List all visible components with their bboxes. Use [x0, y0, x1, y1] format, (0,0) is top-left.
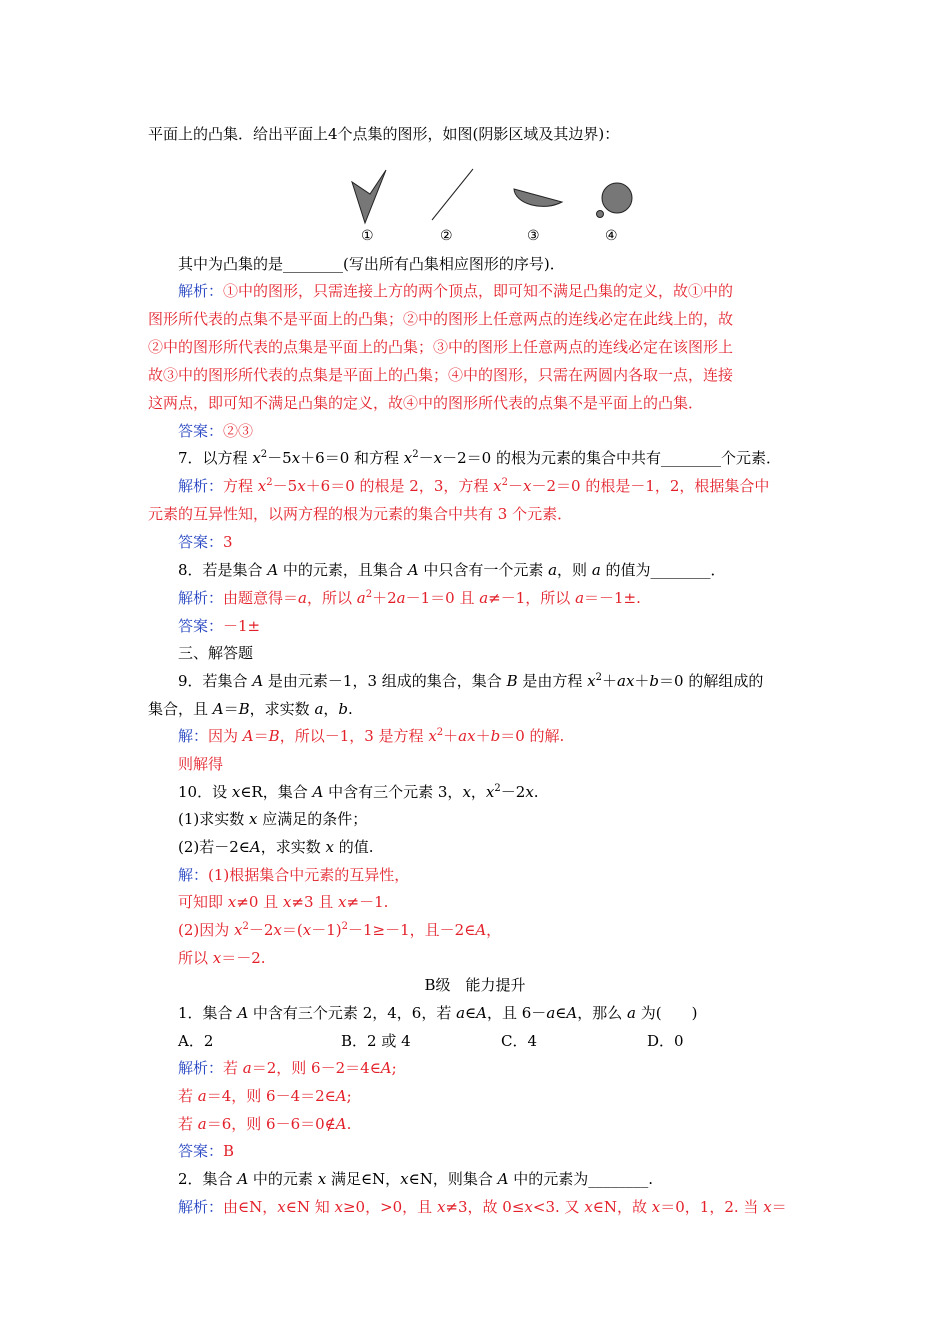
q6-solution-line-5: 这两点，即可知不满足凸集的定义，故④中的图形所代表的点集不是平面上的凸集．: [148, 394, 704, 412]
text-fragment: ∈: [465, 1004, 477, 1022]
text-run: [223, 589, 641, 607]
text-fragment: x: [651, 1198, 661, 1216]
b2-question: [178, 1169, 653, 1189]
text-fragment: x: [252, 449, 261, 467]
text-fragment: ，: [323, 700, 339, 718]
text-fragment: 2: [494, 783, 501, 794]
b1-option-c: C．4: [501, 1032, 538, 1050]
text-fragment: ＝: [771, 1198, 787, 1216]
q9-question-line-2: [148, 699, 353, 719]
text-fragment: A: [212, 700, 224, 718]
text-fragment: ，则: [557, 561, 592, 579]
q6-solution-line-2: 图形所代表的点集不是平面上的凸集；②中的图形上任意两点的连线必定在此线上的，故: [148, 310, 734, 328]
text-fragment: x: [273, 921, 282, 939]
text-fragment: ＋: [475, 727, 491, 745]
text-fragment: 2: [412, 449, 419, 460]
text-fragment: a: [298, 589, 307, 607]
text-fragment: 的值为________．: [600, 561, 726, 579]
text-fragment: 2．集合: [178, 1170, 238, 1188]
text-fragment: a: [396, 589, 406, 607]
text-fragment: 为( ): [635, 1004, 698, 1022]
text-fragment: A: [249, 838, 261, 856]
text-fragment: x: [400, 1170, 409, 1188]
text-fragment: .: [346, 1115, 352, 1133]
text-fragment: 是由方程: [517, 672, 588, 690]
q6-solution-text-1: ①中的图形，只需连接上方的两个顶点，即可知不满足凸集的定义，故①中的: [223, 282, 734, 300]
text-fragment: x: [525, 783, 534, 801]
text-fragment: a: [197, 1115, 207, 1133]
text-fragment: ，求实数: [249, 700, 315, 718]
q10-solution-line-4: [178, 948, 266, 968]
text-fragment: －1＝0 且: [405, 589, 480, 607]
text-fragment: a: [546, 1004, 556, 1022]
text-fragment: ≥0，>0，且: [342, 1198, 437, 1216]
figure-4-big-circle: [602, 183, 632, 213]
text-fragment: 方程: [223, 477, 258, 495]
text-fragment: b: [649, 672, 660, 690]
text-fragment: 中的元素: [248, 1170, 318, 1188]
text-fragment: 1．集合: [178, 1004, 238, 1022]
text-fragment: x: [433, 449, 443, 467]
q10-solution-label: 解：: [178, 866, 209, 884]
text-fragment: <3. 又: [532, 1198, 585, 1216]
text-fragment: ，且 6－: [487, 1004, 547, 1022]
text-fragment: 满足∈N，: [326, 1170, 401, 1188]
text-fragment: x: [227, 893, 237, 911]
text-fragment: －: [507, 477, 523, 495]
b1-option-b: B．2 或 4: [341, 1032, 411, 1050]
text-fragment: .: [533, 783, 539, 801]
text-fragment: a: [242, 1059, 252, 1077]
text-fragment: 2: [266, 477, 273, 488]
text-fragment: －1≥－1，且－2∈: [348, 921, 476, 939]
section-b-heading: B级 能力提升: [424, 976, 526, 994]
text-fragment: ，: [470, 783, 486, 801]
text-fragment: A: [242, 727, 254, 745]
text-fragment: a: [197, 1087, 207, 1105]
text-fragment: b: [490, 727, 501, 745]
text-fragment: A: [335, 1087, 347, 1105]
text-fragment: x: [338, 893, 347, 911]
text-fragment: x: [428, 727, 437, 745]
text-fragment: A: [267, 561, 279, 579]
text-fragment: ＋: [601, 672, 617, 690]
q8-question: [178, 560, 726, 580]
text-fragment: ＋6＝0 的根是 2，3，方程: [305, 477, 494, 495]
b1-solution-label: 解析：: [178, 1059, 224, 1077]
text-fragment: a: [548, 561, 558, 579]
q10-question: [178, 782, 539, 802]
b1-option-d: D．0: [647, 1032, 684, 1050]
text-fragment: .: [348, 700, 353, 718]
text-fragment: 若: [178, 1115, 198, 1133]
text-fragment: A: [237, 1004, 249, 1022]
text-fragment: B: [238, 700, 250, 718]
text-fragment: ≠－1.: [346, 893, 389, 911]
text-fragment: 是由元素－1，3 组成的集合，集合: [263, 672, 507, 690]
text-fragment: a: [627, 1004, 636, 1022]
text-fragment: x: [297, 477, 306, 495]
text-fragment: 8．若是集合: [178, 561, 268, 579]
text-fragment: ax: [458, 727, 476, 745]
q8-solution-label: 解析：: [178, 589, 224, 607]
text-fragment: ＝2，则 6－2＝4∈: [251, 1059, 381, 1077]
text-fragment: 所以: [178, 949, 213, 967]
text-fragment: ＝4，则 6－4＝2∈: [206, 1087, 336, 1105]
figure-label-4: ④: [605, 228, 618, 244]
text-fragment: x: [524, 1198, 533, 1216]
b1-answer: [178, 1141, 234, 1161]
text-fragment: ＋2: [372, 589, 397, 607]
text-fragment: x: [587, 672, 596, 690]
q9-solution-label: 解：: [178, 727, 209, 745]
text-fragment: A: [407, 561, 419, 579]
figure-label-3: ③: [527, 228, 540, 244]
text-fragment: ＝(: [281, 921, 303, 939]
text-fragment: x: [436, 1198, 446, 1216]
text-fragment: －2: [500, 783, 526, 801]
text-fragment: ∈: [555, 1004, 567, 1022]
q7-answer-label: 答案：: [178, 533, 224, 551]
text-fragment: x: [291, 449, 301, 467]
text-fragment: x: [462, 783, 471, 801]
text-fragment: ＝0 的解.: [500, 727, 565, 745]
text-fragment: A: [566, 1004, 578, 1022]
intro-text: 平面上的凸集．给出平面上4个点集的图形，如图(阴影区域及其边界)：: [148, 125, 620, 143]
text-fragment: x: [249, 810, 258, 828]
text-fragment: x: [282, 893, 292, 911]
text-fragment: b: [338, 700, 349, 718]
text-fragment: x: [523, 477, 532, 495]
text-fragment: ＋: [634, 672, 650, 690]
b2-solution-label: 解析：: [178, 1198, 224, 1216]
text-fragment: x: [493, 477, 502, 495]
text-fragment: ∈N 知: [285, 1198, 335, 1216]
text-fragment: A: [380, 1059, 392, 1077]
text-fragment: 2: [501, 477, 508, 488]
text-fragment: 2: [341, 921, 348, 932]
text-fragment: a: [356, 589, 366, 607]
figure-label-1: ①: [361, 228, 374, 244]
figure-2-line: [432, 169, 473, 220]
text-fragment: A: [312, 783, 324, 801]
text-fragment: 2: [436, 727, 444, 738]
q8-solution: [178, 588, 641, 608]
text-fragment: 中含有三个元素 2，4，6，若: [248, 1004, 457, 1022]
text-fragment: A: [335, 1115, 347, 1133]
text-fragment: ，所以: [306, 589, 357, 607]
q10-solution-line-1: [178, 865, 409, 885]
text-fragment: x: [234, 921, 243, 939]
text-fragment: ;: [346, 1087, 352, 1105]
text-fragment: ＝: [253, 727, 269, 745]
q8-answer-value: －1±: [223, 617, 261, 635]
text-fragment: 由题意得＝: [223, 589, 299, 607]
b1-solution-line-2: [178, 1086, 352, 1106]
text-fragment: x: [231, 783, 241, 801]
q10-part-1: [178, 809, 367, 829]
b1-option-a: A．2: [178, 1032, 214, 1050]
q6-answer: [178, 421, 253, 441]
text-fragment: 集合，且: [148, 700, 213, 718]
b1-question: [178, 1003, 697, 1023]
q6-solution-line-1: [178, 281, 733, 301]
text-run: [208, 727, 564, 745]
text-fragment: 应满足的条件；: [257, 810, 368, 828]
q8-answer: [178, 616, 260, 636]
text-fragment: －2: [248, 921, 274, 939]
text-fragment: 2: [260, 449, 268, 460]
text-fragment: x: [212, 949, 222, 967]
text-fragment: ∈N，故: [592, 1198, 652, 1216]
text-fragment: 由∈N，: [223, 1198, 278, 1216]
text-fragment: ，: [486, 921, 502, 939]
text-fragment: ＝: [223, 700, 239, 718]
b1-solution-line-1: [178, 1058, 397, 1078]
text-fragment: ，所以－1，3 是方程: [279, 727, 429, 745]
text-run: [223, 1059, 397, 1077]
text-fragment: (1)根据集合中元素的互异性，: [208, 866, 410, 884]
q10-solution-line-2: [178, 892, 388, 912]
q6-solution-line-3: ②中的图形所代表的点集是平面上的凸集；③中的图形上任意两点的连线必定在该图形上: [148, 338, 734, 356]
convex-set-figures: [340, 168, 640, 246]
text-fragment: a: [456, 1004, 466, 1022]
text-fragment: x: [334, 1198, 343, 1216]
text-fragment: (1)求实数: [178, 810, 250, 828]
text-fragment: 若: [178, 1087, 198, 1105]
text-fragment: 7．以方程: [178, 449, 253, 467]
q8-answer-label: 答案：: [178, 617, 224, 635]
text-fragment: 中含有三个元素 3，: [323, 783, 463, 801]
text-fragment: (2)若－2∈: [178, 838, 250, 856]
text-fragment: a: [479, 589, 489, 607]
text-fragment: B: [506, 672, 518, 690]
text-fragment: 10．设: [178, 783, 232, 801]
text-fragment: ≠3，故 0≤: [445, 1198, 525, 1216]
text-fragment: x: [257, 477, 267, 495]
text-fragment: x: [763, 1198, 772, 1216]
text-fragment: 2: [365, 589, 373, 600]
text-fragment: 若: [223, 1059, 243, 1077]
text-run: [223, 1198, 787, 1216]
text-fragment: x: [325, 838, 334, 856]
b1-answer-value: B: [223, 1142, 235, 1160]
text-fragment: ≠－1，所以: [488, 589, 576, 607]
text-fragment: ＝0 的解组成的: [659, 672, 764, 690]
text-fragment: －2＝0 的根是－1，2，根据集合中: [531, 477, 770, 495]
text-fragment: ≠0 且: [236, 893, 283, 911]
q9-solution-line-1: [178, 726, 564, 746]
q6-answer-label: 答案：: [178, 422, 224, 440]
text-fragment: 中只含有一个元素: [418, 561, 549, 579]
text-fragment: 中的元素，且集合: [278, 561, 408, 579]
text-fragment: －5: [272, 477, 298, 495]
q7-solution-label: 解析：: [178, 477, 224, 495]
text-fragment: ＝－2.: [221, 949, 266, 967]
b2-solution: [178, 1197, 787, 1217]
figure-3-shape: [514, 189, 562, 206]
text-fragment: (2)因为: [178, 921, 235, 939]
text-fragment: 可知即: [178, 893, 228, 911]
text-fragment: x: [403, 449, 413, 467]
q7-answer-value: 3: [223, 533, 233, 551]
text-fragment: 的值.: [334, 838, 374, 856]
q6-question: 其中为凸集的是________(写出所有凸集相应图形的序号)．: [178, 255, 565, 273]
text-fragment: A: [497, 1170, 509, 1188]
q7-solution-line-1: [178, 476, 769, 496]
figure-1-shape: [352, 170, 386, 223]
text-fragment: a: [591, 561, 601, 579]
text-fragment: x: [277, 1198, 286, 1216]
q10-part-2: [178, 837, 374, 857]
q6-solution-label: 解析：: [178, 282, 224, 300]
text-fragment: x: [302, 921, 312, 939]
text-fragment: ＝6，则 6－6＝0∉: [206, 1115, 336, 1133]
text-fragment: －5: [267, 449, 292, 467]
text-fragment: x: [584, 1198, 593, 1216]
text-fragment: ，那么: [577, 1004, 627, 1022]
q10-solution-line-3: [178, 920, 501, 940]
q7-answer: [178, 532, 233, 552]
text-fragment: 2: [595, 672, 602, 683]
text-fragment: ＝0，1，2. 当: [660, 1198, 764, 1216]
q7-solution-line-2: 元素的互异性知，以两方程的根为元素的集合中共有 3 个元素．: [148, 505, 573, 523]
text-fragment: －1): [311, 921, 342, 939]
text-fragment: ax: [617, 672, 635, 690]
b1-answer-label: 答案：: [178, 1142, 224, 1160]
text-fragment: 9．若集合: [178, 672, 253, 690]
text-fragment: ，求实数: [260, 838, 326, 856]
figure-label-2: ②: [440, 228, 453, 244]
q6-answer-value: ②③: [223, 422, 254, 440]
text-fragment: ∈N，则集合: [408, 1170, 498, 1188]
b1-solution-line-3: [178, 1114, 351, 1134]
q7-question: [178, 448, 781, 468]
section-3-heading: 三、解答题: [178, 644, 254, 662]
figures-svg: [340, 168, 640, 246]
figure-4-small-circle: [597, 211, 604, 218]
text-fragment: a: [575, 589, 585, 607]
text-fragment: A: [237, 1170, 249, 1188]
text-fragment: A: [475, 921, 487, 939]
text-fragment: ＝－1±.: [584, 589, 641, 607]
text-fragment: ≠3 且: [291, 893, 339, 911]
text-fragment: 中的元素为________.: [508, 1170, 654, 1188]
text-fragment: ＋6＝0 和方程: [300, 449, 404, 467]
q9-solution-line-2: 则解得: [178, 755, 224, 773]
text-fragment: 因为: [208, 727, 243, 745]
text-fragment: ;: [391, 1059, 397, 1077]
text-fragment: －: [418, 449, 434, 467]
text-fragment: ∈R，集合: [240, 783, 313, 801]
text-fragment: a: [314, 700, 324, 718]
text-fragment: ＋: [443, 727, 459, 745]
text-fragment: 2: [242, 921, 249, 932]
text-fragment: x: [485, 783, 495, 801]
text-run: [223, 477, 769, 495]
text-fragment: A: [252, 672, 264, 690]
text-fragment: x: [317, 1170, 327, 1188]
text-fragment: A: [476, 1004, 487, 1022]
text-fragment: －2＝0 的根为元素的集合中共有________个元素．: [442, 449, 781, 467]
text-fragment: B: [268, 727, 280, 745]
q9-question-line-1: [178, 671, 763, 691]
q6-solution-line-4: 故③中的图形所代表的点集是平面上的凸集；④中的图形，只需在两圆内各取一点，连接: [148, 366, 734, 384]
